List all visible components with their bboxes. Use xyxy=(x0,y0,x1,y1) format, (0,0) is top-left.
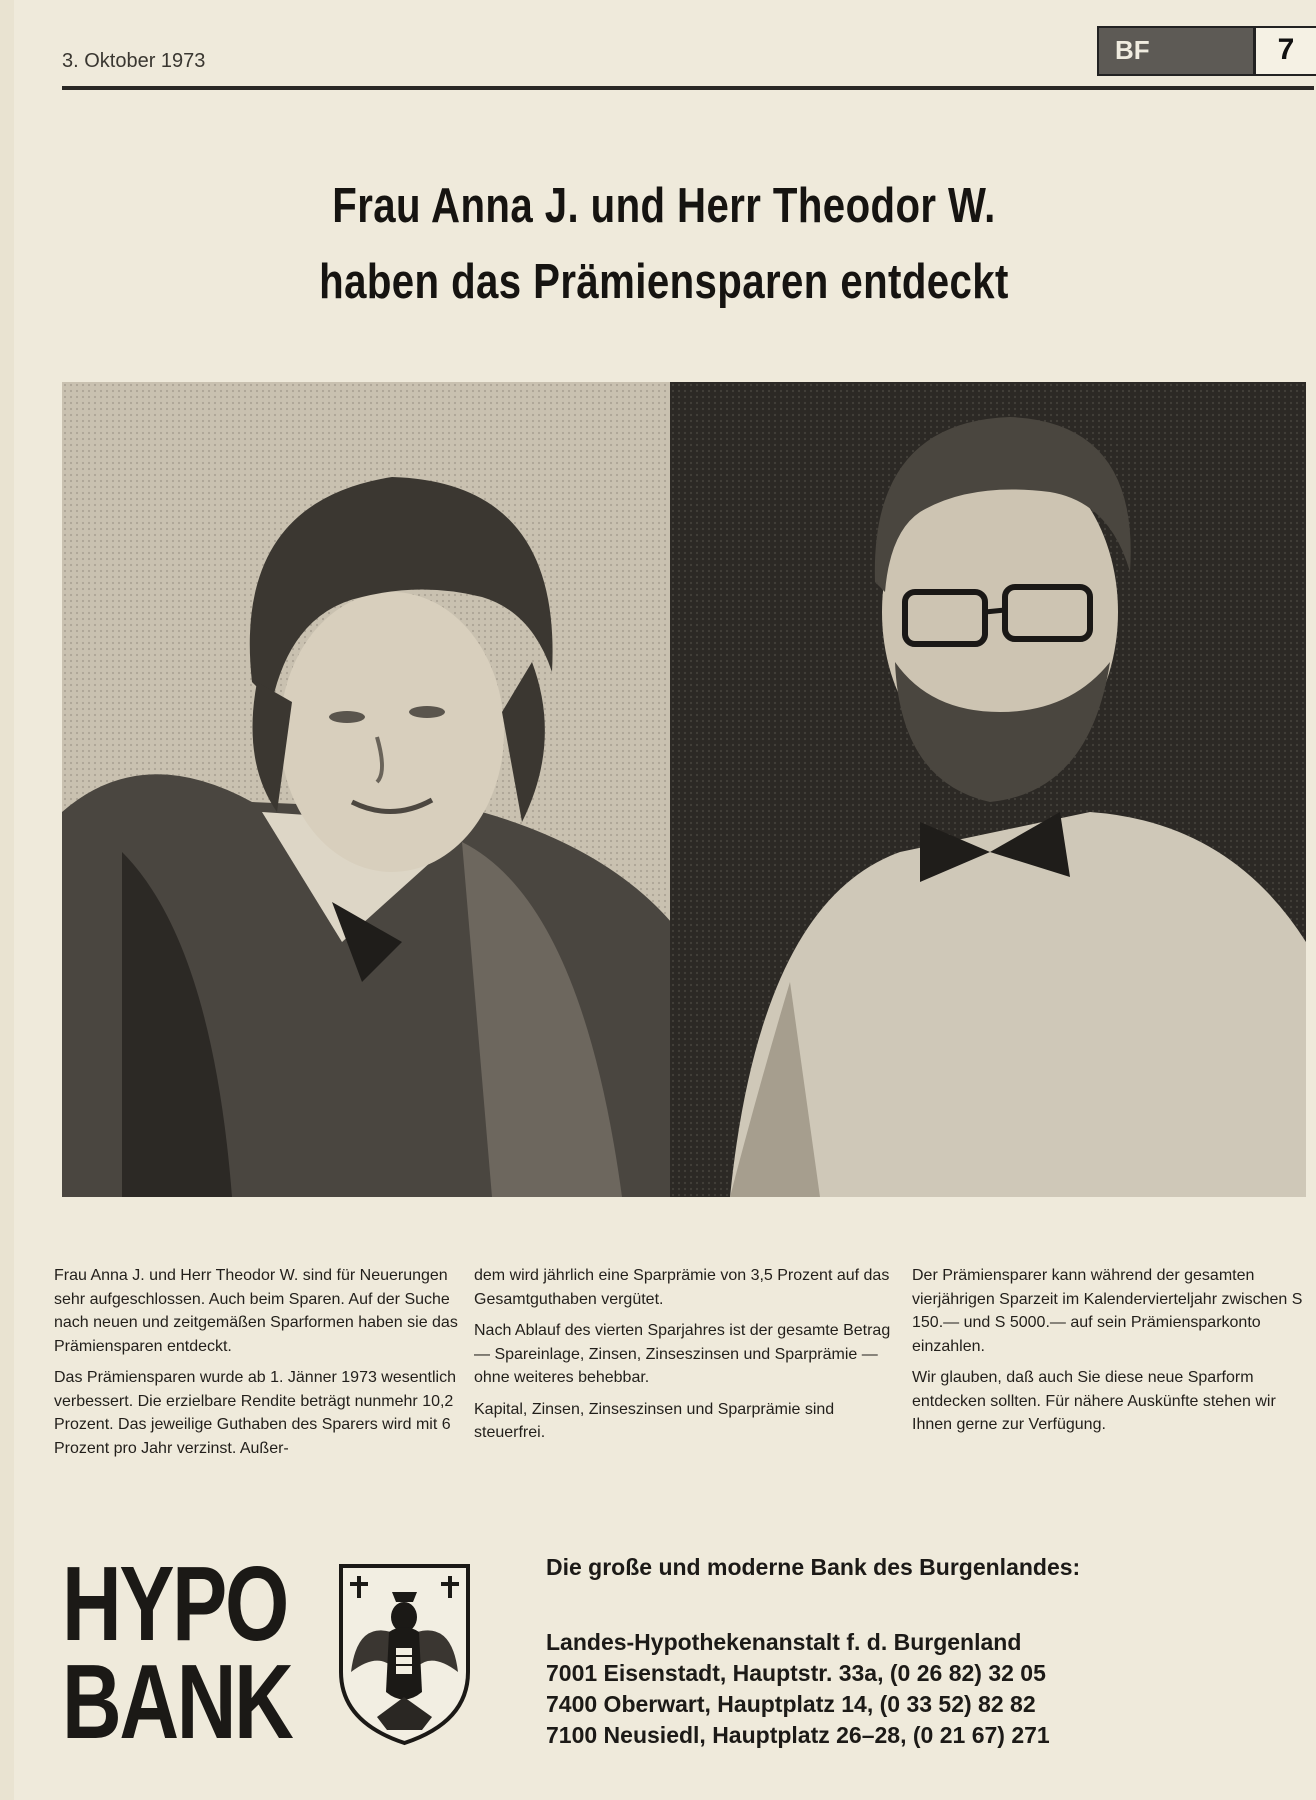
burgenland-crest-icon xyxy=(337,1562,472,1747)
branch-address: 7400 Oberwart, Hauptplatz 14, (0 33 52) 82 82 xyxy=(546,1691,1036,1717)
page-number: 7 xyxy=(1253,28,1316,74)
logo-line-1: HYPO xyxy=(62,1545,287,1663)
photo-theodor xyxy=(670,382,1306,1197)
body-paragraph: Kapital, Zinsen, Zinseszinsen und Sparprämie sind steuerfrei. xyxy=(474,1400,835,1441)
section-badge: BF xyxy=(1099,28,1253,74)
branch-address: 7001 Eisenstadt, Hauptstr. 33a, (0 26 82) 32 05 xyxy=(546,1660,1046,1686)
branch-address: 7100 Neusiedl, Hauptplatz 26–28, (0 21 67) 271 xyxy=(546,1722,1050,1748)
photo-anna xyxy=(62,382,687,1197)
bank-address-block xyxy=(546,1627,1146,1751)
newspaper-page xyxy=(14,0,1316,1800)
body-paragraph: Der Prämiensparer kann während der gesamten vierjährigen Sparzeit im Kalendervierteljahr zwischen S 150.— und S 5000.— auf sein Prämiensparkonto einzahlen. xyxy=(912,1267,1303,1355)
issue-date: 3. Oktober 1973 xyxy=(62,50,206,72)
hypo-bank-logo xyxy=(62,1545,292,1761)
headline-line-1: Frau Anna J. und Herr Theodor W. xyxy=(332,179,996,233)
logo-line-2: BANK xyxy=(62,1643,292,1761)
body-column-1 xyxy=(54,1264,466,1468)
ad-headline xyxy=(229,168,1098,320)
body-column-2 xyxy=(474,1264,904,1453)
body-paragraph: dem wird jährlich eine Sparprämie von 3,5 Prozent auf das Gesamtguthaben vergütet. xyxy=(474,1267,890,1308)
body-paragraph: Frau Anna J. und Herr Theodor W. sind für Neuerungen sehr aufgeschlossen. Auch beim Sparen. Auf der Suche nach neuen und zeitgemäßen Sparformen haben sie das Prämiensparen entdeckt. xyxy=(54,1267,458,1355)
headline-line-2: haben das Prämiensparen entdeckt xyxy=(319,255,1009,309)
body-paragraph: Nach Ablauf des vierten Sparjahres ist der gesamte Betrag — Spareinlage, Zinsen, Zinseszinsen und Sparprämie — ohne weiteres behebbar. xyxy=(474,1322,891,1386)
bank-tagline: Die große und moderne Bank des Burgenlandes: xyxy=(546,1554,1081,1580)
header-rule xyxy=(62,86,1314,90)
body-column-3 xyxy=(912,1264,1316,1445)
body-paragraph: Wir glauben, daß auch Sie diese neue Sparform entdecken sollten. Für nähere Auskünfte stehen wir Ihnen gerne zur Verfügung. xyxy=(912,1369,1276,1433)
body-paragraph: Das Prämiensparen wurde ab 1. Jänner 1973 wesentlich verbessert. Die erzielbare Rendite beträgt nunmehr 10,2 Prozent. Das jeweilige Guthaben des Sparers wird mit 6 Prozent pro Jahr verzinst. Außer- xyxy=(54,1369,457,1457)
institution-name: Landes-Hypothekenanstalt f. d. Burgenland xyxy=(546,1629,1022,1655)
page-badge xyxy=(1097,26,1316,76)
